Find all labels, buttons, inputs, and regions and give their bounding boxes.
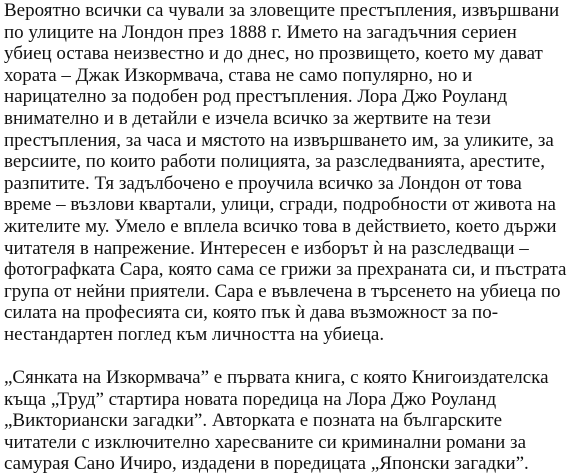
paragraph-spacer [4, 346, 576, 368]
text-line: читатели с изключително харесваните си криминални романи за [4, 431, 526, 453]
text-line: Вероятно всички са чували за зловещите престъпления, извършвани [4, 0, 560, 21]
text-line: време – възлови квартали, улици, сгради, подробности от живота на [4, 194, 556, 216]
text-line: нарицателно за подобен род престъпления. Лора Джо Роуланд [4, 86, 508, 108]
paragraph-1 [4, 0, 576, 346]
text-line: „Викториански загадки”. Авторката е позната на българските [4, 410, 503, 432]
text-line: самурая Сано Ичиро, издадени в поредицата „Японски загадки”. [4, 453, 529, 475]
text-line: „Сянката на Изкормвача” е първата книга, с която Книгоиздателска [4, 367, 549, 389]
text-line: фотографката Сара, която сама се грижи за прехраната си, и пъстрата [4, 259, 567, 281]
text-line: внимателно и в детайли е изчела всичко за жертвите на тези [4, 107, 491, 129]
text-line: по улиците на Лондон през 1888 г. Името на загадъчния сериен [4, 21, 517, 43]
text-line: силата на професията си, която пък ѝ дава възможност за по- [4, 302, 499, 324]
text-line: хората – Джак Изкормвача, става не само популярно, но и [4, 64, 473, 86]
paragraph-2 [4, 367, 576, 475]
text-line: читателя в напрежение. Интересен е изборът ѝ на разследващи – [4, 237, 529, 259]
text-line: жителите му. Умело е вплела всичко това в действието, което държи [4, 215, 557, 237]
text-line: къща „Труд” стартира новата поредица на Лора Джо Роуланд [4, 388, 497, 410]
text-line: нестандартен поглед към личността на убиеца. [4, 323, 385, 345]
text-line: престъпления, за часа и мястото на извършването им, за уликите, за [4, 129, 554, 151]
text-line: версиите, по които работи полицията, за разследванията, арестите, [4, 151, 545, 173]
text-line: разпитите. Тя задълбочено е проучила всичко за Лондон от това [4, 172, 522, 194]
text-line: убиец остава неизвестно и до днес, но прозвището, което му дават [4, 43, 543, 65]
text-line: група от нейни приятели. Сара е въвлечена в търсенето на убиеца по [4, 280, 561, 302]
document-page [4, 0, 576, 475]
